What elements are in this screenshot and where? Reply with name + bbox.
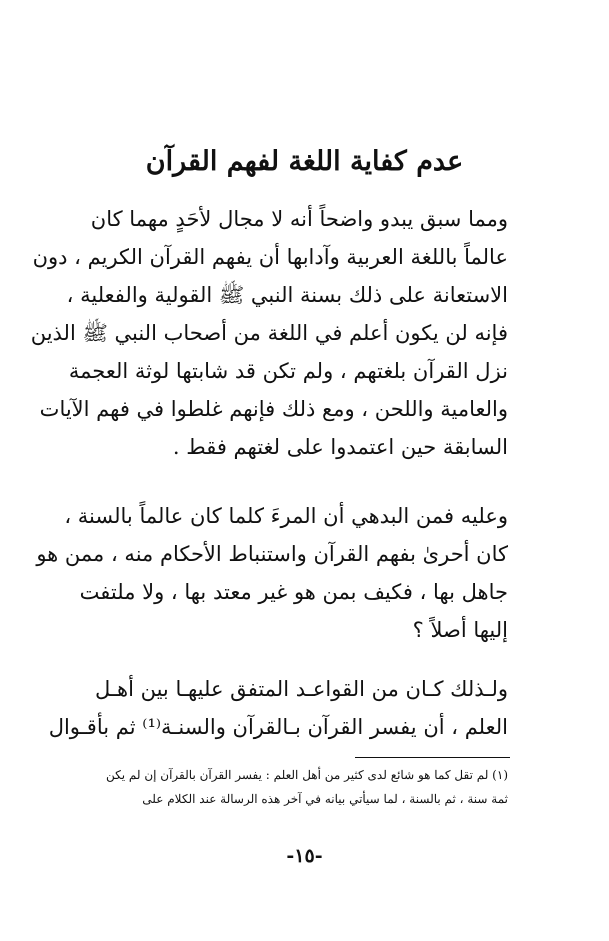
paragraph-line: كان أحرىٰ بفهم القرآن واستنباط الأحكام منه ، ممن هو xyxy=(36,542,508,566)
chapter-title: عدم كفاية اللغة لفهم القرآن xyxy=(145,146,464,177)
paragraph-line: ولـذلك كـان من القواعـد المتفق عليهـا بين أهـل xyxy=(94,677,508,701)
footnote-line: (١) لم تقل كما هو شائع لدى كثير من أهل العلم : يفسر القرآن بالقرآن إن لم يكن xyxy=(105,768,508,782)
footnote-line: ثمة سنة ، ثم بالسنة ، لما سيأتي بيانه في آخر هذه الرسالة عند الكلام على xyxy=(142,792,508,806)
paragraph-line: وعليه فمن البدهي أن المرءَ كلما كان عالماً بالسنة ، xyxy=(64,504,508,528)
paragraph-line: إليها أصلاً ؟ xyxy=(412,618,508,642)
footnote-separator xyxy=(355,757,510,758)
paragraph-line: الاستعانة على ذلك بسنة النبي ﷺ القولية والفعلية ، xyxy=(66,283,508,307)
paragraph-line: ومما سبق يبدو واضحاً أنه لا مجال لأحَدٍ مهما كان xyxy=(90,207,508,231)
paragraph-1 xyxy=(30,200,508,466)
paragraph-line: والعامية واللحن ، ومع ذلك فإنهم غلطوا في فهم الآيات xyxy=(39,397,508,421)
paragraph-line: فإنه لن يكون أعلم في اللغة من أصحاب النبي ﷺ الذين xyxy=(30,321,508,345)
paragraph-3 xyxy=(48,670,508,746)
paragraph-line: نزل القرآن بلغتهم ، ولم تكن قد شابتها لوثة العجمة xyxy=(68,359,508,383)
paragraph-line: جاهل بها ، فكيف بمن هو غير معتد بها ، ولا ملتفت xyxy=(79,580,508,604)
paragraph-line: عالماً باللغة العربية وآدابها أن يفهم القرآن الكريم ، دون xyxy=(32,245,508,269)
footnote xyxy=(98,763,508,811)
paragraph-line: السابقة حين اعتمدوا على لغتهم فقط . xyxy=(172,435,508,459)
page-number: -١٥- xyxy=(286,845,323,867)
paragraph-line: العلم ، أن يفسر القرآن بـالقرآن والسنـة⁽¹⁾ ثم بأقـوال xyxy=(48,715,508,739)
paragraph-2 xyxy=(36,497,508,649)
